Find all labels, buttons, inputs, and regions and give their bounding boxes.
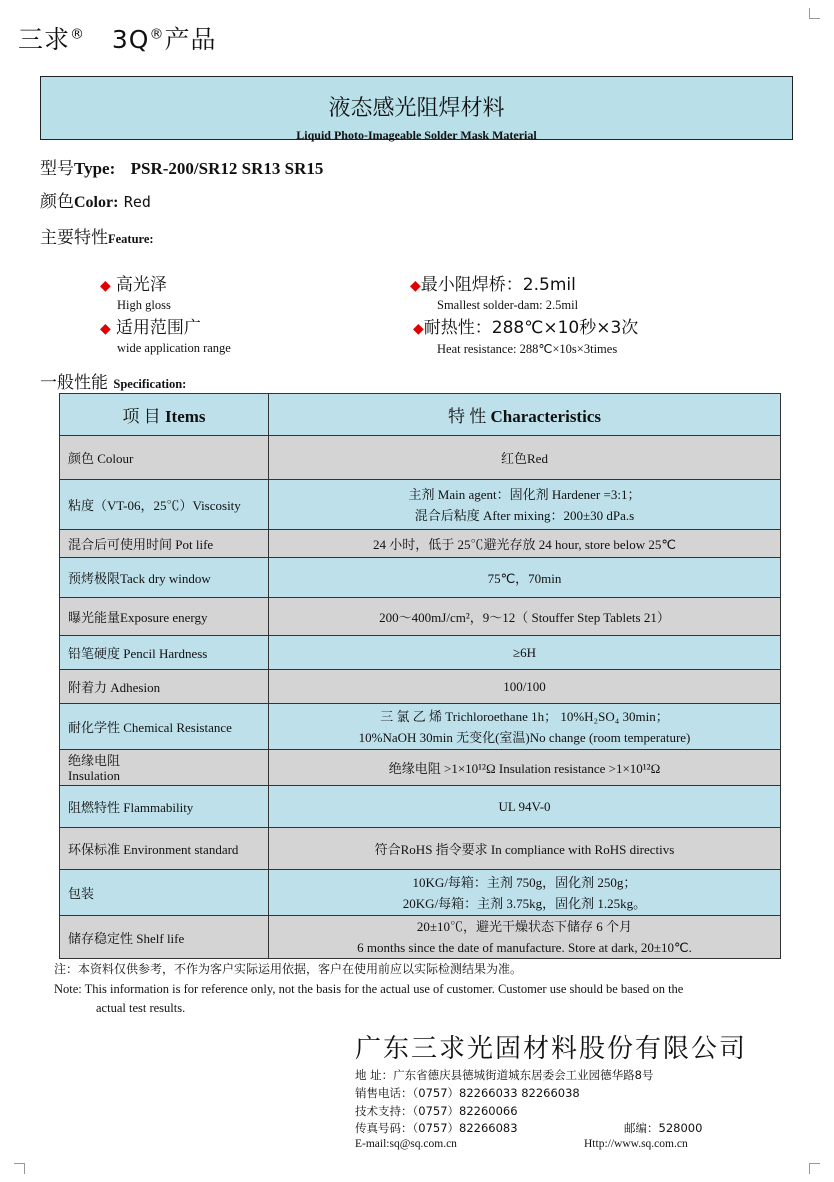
spec-label-cn: 一般性能 [40,373,108,393]
feature-cn: 高光泽 [115,275,167,295]
support-label: 技术支持： [355,1104,413,1118]
note-en-line1: Note: This information is for reference only, not the basis for the actual use of customer. Customer use should be based on the [54,982,684,996]
sales-line [355,1085,580,1101]
row-item: 耐化学性 Chemical Resistance [60,704,269,750]
table-row [60,636,781,670]
color-label-en: Color: [74,194,119,211]
row-value-line2: 混合后粘度 After mixing：200±30 dPa.s [414,507,635,523]
brand-header [18,20,216,56]
row-value-line1: 三 氯 乙 烯 Trichloroethane 1h； 10%H₂SO₄ 30min； [380,708,669,724]
header-items [60,394,269,436]
brand-name-cn: 三求 [18,25,71,54]
brand-reg-mark-2: ® [149,26,165,43]
spec-title [40,368,186,393]
feature-en: wide application range [117,341,231,355]
feature-label-en: Feature: [108,232,154,246]
feature-item [410,270,578,313]
row-value: 24 小时，低于 25℃避光存放 24 hour, store below 25℃ [269,530,781,558]
row-item: 预烤极限Tack dry window [60,558,269,598]
header-char-cn: 特 性 [448,407,487,426]
row-value-line1: 20±10℃，避光干燥状态下储存 6 个月 [416,919,633,934]
corner-mark-bottom-left [14,1163,25,1174]
table-row [60,558,781,598]
feature-en: High gloss [117,298,171,312]
feature-en: Heat resistance: 288℃×10s×3times [437,342,618,356]
row-value-line1: 10KG/每箱：主剂 750g，固化剂 250g； [412,874,637,890]
fax-label: 传真号码： [355,1121,413,1135]
website-link[interactable]: Http://www.sq.com.cn [584,1138,688,1150]
diamond-bullet-icon: ◆ [410,278,421,294]
table-row [60,870,781,916]
row-value-line2: 10%NaOH 30min 无变化(室温)No change (room temperature) [358,729,691,745]
sales-label: 销售电话： [355,1086,413,1100]
row-value-line2: 6 months since the date of manufacture. Store at dark, 20±10℃. [357,940,692,955]
diamond-bullet-icon: ◆ [413,321,424,337]
address-line [355,1067,653,1083]
row-value [269,480,781,530]
table-row [60,436,781,480]
spec-label-en: Specification: [113,377,187,391]
title-box [40,76,793,140]
color-line [40,187,151,212]
row-item: 混合后可使用时间 Pot life [60,530,269,558]
row-item: 粘度（VT-06，25℃）Viscosity [60,480,269,530]
row-value: 75℃，70min [269,558,781,598]
table-row [60,916,781,959]
row-value: ≥6H [269,636,781,670]
note-en-line2: actual test results. [96,1001,186,1015]
feature-label-cn: 主要特性 [40,228,108,248]
row-value: 200～400mJ/cm²，9～12（ Stouffer Step Tablets 21） [269,598,781,636]
diamond-bullet-icon: ◆ [100,321,111,337]
zip-label: 邮编： [624,1121,659,1135]
feature-en: Smallest solder-dam: 2.5mil [437,298,579,312]
row-value [269,916,781,959]
row-item: 阻燃特性 Flammability [60,786,269,828]
header-characteristics [269,394,781,436]
row-item: 颜色 Colour [60,436,269,480]
corner-mark-top-right [809,8,820,19]
feature-cn: 最小阻焊桥：2.5mil [420,275,576,295]
header-items-en: Items [164,407,206,426]
color-label-cn: 颜色 [40,192,74,212]
color-value: Red [123,193,151,211]
corner-mark-bottom-right [809,1163,820,1174]
sales-value: （0757）82266033 82266038 [412,1086,580,1100]
feature-item [100,313,231,356]
row-item: 铅笔硬度 Pencil Hardness [60,636,269,670]
table-row [60,670,781,704]
fax-value: （0757）82266083 [412,1121,518,1135]
diamond-bullet-icon: ◆ [100,278,111,294]
row-value: UL 94V-0 [269,786,781,828]
row-value: 100/100 [269,670,781,704]
feature-cn: 耐热性：288℃×10秒×3次 [423,318,639,338]
table-row [60,828,781,870]
table-header-row [60,394,781,436]
type-label-cn: 型号 [40,159,74,179]
brand-reg-mark: ® [70,26,86,43]
row-item: 储存稳定性 Shelf life [60,916,269,959]
table-row [60,530,781,558]
support-line [355,1103,518,1119]
brand-name-3q: 3Q [111,25,150,54]
table-row [60,598,781,636]
title-cn: 液态感光阻焊材料 [328,96,505,121]
table-row [60,786,781,828]
zip-value: 528000 [658,1121,703,1135]
brand-suffix: 产品 [164,25,217,54]
row-value: 红色Red [269,436,781,480]
header-char-en: Characteristics [490,407,601,426]
row-item [60,750,269,786]
row-item: 环保标准 Environment standard [60,828,269,870]
type-value: PSR-200/SR12 SR13 SR15 [130,159,324,178]
title-en: Liquid Photo-Imageable Solder Mask Material [296,128,537,142]
row-value: 绝缘电阻 >1×10¹²Ω Insulation resistance >1×10¹²Ω [269,750,781,786]
support-value: （0757）82260066 [412,1104,518,1118]
email-link[interactable]: E-mail:sq@sq.com.cn [355,1138,457,1150]
feature-item [413,313,638,357]
row-item-line2: Insulation [68,767,120,783]
type-label-en: Type: [74,159,116,178]
row-item: 包装 [60,870,269,916]
row-item-line1: 绝缘电阻 [68,752,121,768]
table-row [60,480,781,530]
row-value [269,870,781,916]
row-value [269,704,781,750]
address-label: 地 址： [355,1068,394,1082]
fax-line [355,1120,518,1136]
feature-item [100,270,171,313]
table-row [60,750,781,786]
company-name: 广东三求光固材料股份有限公司 [355,1034,748,1064]
spec-table [59,393,781,959]
type-line [40,154,323,179]
row-value-line2: 20KG/每箱：主剂 3.75kg，固化剂 1.25kg。 [402,895,647,911]
address-value: 广东省德庆县德城街道城东居委会工业园德华路8号 [393,1068,654,1082]
feature-cn: 适用范围广 [115,318,201,338]
row-item: 附着力 Adhesion [60,670,269,704]
note-cn: 注：本资料仅供参考，不作为客户实际运用依据，客户在使用前应以实际检测结果为准。 [54,962,523,976]
row-item: 曝光能量Exposure energy [60,598,269,636]
row-value-line1: 主剂 Main agent：固化剂 Hardener =3:1； [408,486,641,502]
header-items-cn: 项 目 [122,407,161,426]
table-row [60,704,781,750]
feature-line [40,223,154,248]
zip-line [624,1120,702,1136]
row-value: 符合RoHS 指令要求 In compliance with RoHS directivs [269,828,781,870]
